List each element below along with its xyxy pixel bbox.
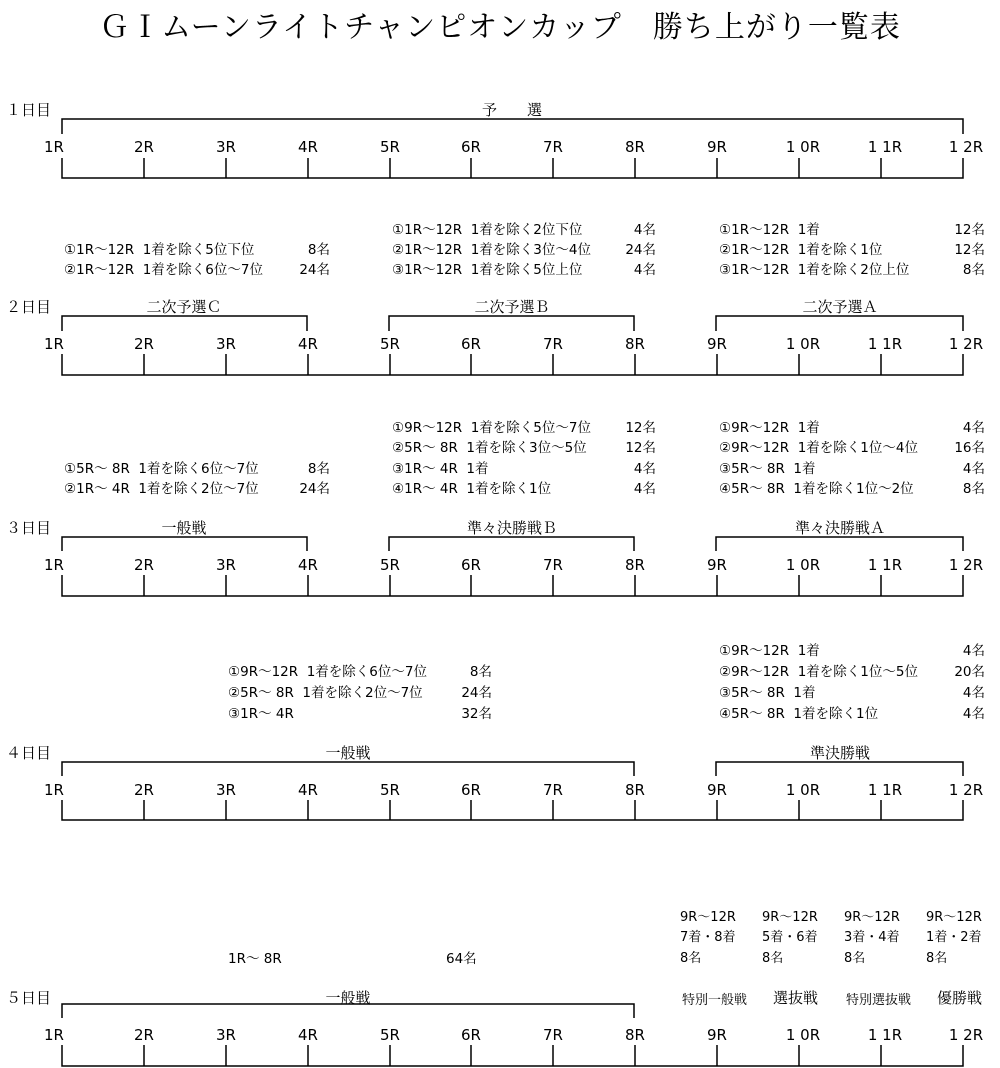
race-label: 1 1R	[867, 335, 903, 353]
race-label: 1 2R	[948, 781, 984, 799]
day2-note-text: ①5R～ 8R 1着を除く6位～7位	[64, 461, 259, 477]
race-label: 5R	[380, 138, 400, 156]
day1-section-yosen: 予 選	[481, 101, 543, 119]
race-label: 1 0R	[785, 1026, 821, 1044]
day3-note-count: 4名	[962, 706, 985, 722]
day3-note-text: ①9R～12R 1着	[719, 643, 820, 659]
race-label: 5R	[380, 335, 400, 353]
day2-section-a: 二次予選Ａ	[802, 298, 878, 316]
race-label: 1 0R	[785, 556, 821, 574]
day2-note-count: 12名	[625, 440, 656, 456]
day1-note-count: 8名	[307, 242, 330, 258]
race-label: 9R	[707, 138, 727, 156]
day1-note-text: ①1R～12R 1着を除く2位下位	[392, 222, 583, 238]
day3-section-bracket-ippan	[62, 537, 307, 551]
day3-section-bracket-b	[389, 537, 634, 551]
day4-section-semi: 準決勝戦	[809, 744, 871, 762]
race-label: 8R	[625, 1026, 645, 1044]
race-label: 6R	[461, 1026, 481, 1044]
race-label: 4R	[298, 781, 318, 799]
race-label: 3R	[216, 335, 236, 353]
day2-note-count: 4名	[633, 461, 656, 477]
day1-label: １日目	[6, 101, 52, 119]
race-label: 2R	[134, 781, 154, 799]
day4-note-range: 9R～12R	[844, 910, 900, 925]
race-label: 9R	[707, 335, 727, 353]
day1-note-count: 4名	[633, 222, 656, 238]
race-label: 9R	[707, 556, 727, 574]
race-label: 5R	[380, 1026, 400, 1044]
day1-note-count: 12名	[954, 222, 985, 238]
race-label: 1 0R	[785, 335, 821, 353]
race-label: 1 0R	[785, 138, 821, 156]
day2-note-count: 12名	[625, 420, 656, 436]
day1-note-text: ③1R～12R 1着を除く2位上位	[719, 262, 910, 278]
day3-note-count: 32名	[461, 706, 492, 722]
race-label: 1 1R	[867, 556, 903, 574]
day5-race-axis	[62, 1045, 963, 1066]
day4-label: ４日目	[6, 744, 52, 762]
day1-ticks	[144, 158, 881, 178]
race-label: 5R	[380, 556, 400, 574]
race-label: 1 1R	[867, 1026, 903, 1044]
day3-note-text: ③1R～ 4R	[228, 706, 294, 722]
race-label: 1R	[44, 335, 64, 353]
day2-note-text: ②9R～12R 1着を除く1位～4位	[719, 440, 918, 456]
day4-note-text: 1R～ 8R	[228, 951, 282, 967]
day2-note-count: 8名	[962, 481, 985, 497]
race-label: 1 2R	[948, 556, 984, 574]
day2-note-count: 4名	[633, 481, 656, 497]
day4-note-place: 1着・2着	[926, 930, 982, 945]
day3-note-text: ④5R～ 8R 1着を除く1位	[719, 706, 879, 722]
race-label: 1 1R	[867, 781, 903, 799]
race-label: 3R	[216, 781, 236, 799]
day2-ticks	[144, 354, 881, 375]
race-label: 2R	[134, 556, 154, 574]
day2-note-count: 4名	[962, 461, 985, 477]
day1-race-axis	[62, 158, 963, 178]
day5-ticks	[144, 1045, 881, 1066]
race-label: 1 1R	[867, 138, 903, 156]
day3-note-text: ③5R～ 8R 1着	[719, 685, 816, 701]
day2-note-text: ①9R～12R 1着	[719, 420, 820, 436]
race-label: 5R	[380, 781, 400, 799]
race-label: 1 0R	[785, 781, 821, 799]
day2-note-count: 24名	[299, 481, 330, 497]
day2-note-text: ④1R～ 4R 1着を除く1位	[392, 481, 552, 497]
day4-section-bracket-semi	[716, 762, 963, 776]
day2-note-count: 16名	[954, 440, 985, 456]
race-label: 1 2R	[948, 138, 984, 156]
race-label: 3R	[216, 1026, 236, 1044]
day1-note-text: ②1R～12R 1着を除く3位～4位	[392, 242, 591, 258]
day3-note-count: 8名	[469, 664, 492, 680]
race-label: 7R	[543, 335, 563, 353]
race-label: 1R	[44, 138, 64, 156]
race-label: 6R	[461, 335, 481, 353]
day2-note-text: ②1R～ 4R 1着を除く2位～7位	[64, 481, 259, 497]
day2-section-bracket-a	[716, 316, 963, 331]
race-label: 7R	[543, 138, 563, 156]
day4-note-count: 8名	[926, 951, 948, 966]
day4-ticks	[144, 800, 881, 820]
day4-note-count: 8名	[680, 951, 702, 966]
race-label: 2R	[134, 1026, 154, 1044]
day2-label: ２日目	[6, 298, 52, 316]
race-label: 9R	[707, 781, 727, 799]
day4-section-ippan: 一般戦	[325, 744, 371, 762]
race-label: 8R	[625, 335, 645, 353]
day5-section-ippan: 一般戦	[325, 989, 371, 1007]
race-label: 7R	[543, 781, 563, 799]
day3-note-text: ①9R～12R 1着を除く6位～7位	[228, 664, 427, 680]
day4-section-bracket-ippan	[62, 762, 634, 776]
race-label: 1R	[44, 781, 64, 799]
race-label: 7R	[543, 556, 563, 574]
day1-note-count: 24名	[625, 242, 656, 258]
day1-note-count: 24名	[299, 262, 330, 278]
day4-note-place: 5着・6着	[762, 930, 818, 945]
day3-label: ３日目	[6, 519, 52, 537]
day2-race-axis	[62, 354, 963, 375]
day5-section-final: 優勝戦	[937, 989, 983, 1007]
race-label: 6R	[461, 138, 481, 156]
day2-note-text: ③5R～ 8R 1着	[719, 461, 816, 477]
day4-note-place: 3着・4着	[844, 930, 900, 945]
day3-note-count: 4名	[962, 643, 985, 659]
day2-note-text: ④5R～ 8R 1着を除く1位～2位	[719, 481, 914, 497]
day1-note-text: ③1R～12R 1着を除く5位上位	[392, 262, 583, 278]
day4-note-count: 8名	[762, 951, 784, 966]
day4-note-range: 9R～12R	[926, 910, 982, 925]
race-label: 3R	[216, 556, 236, 574]
race-label: 1 2R	[948, 335, 984, 353]
day3-note-text: ②9R～12R 1着を除く1位～5位	[719, 664, 918, 680]
day3-section-a: 準々決勝戦Ａ	[794, 519, 886, 537]
race-label: 6R	[461, 556, 481, 574]
race-label: 8R	[625, 781, 645, 799]
day2-note-text: ②5R～ 8R 1着を除く3位～5位	[392, 440, 587, 456]
day1-note-text: ①1R～12R 1着	[719, 222, 820, 238]
day5-section-special-ippan: 特別一般戦	[682, 993, 748, 1008]
race-label: 1R	[44, 1026, 64, 1044]
day1-note-text: ①1R～12R 1着を除く5位下位	[64, 242, 255, 258]
race-label: 8R	[625, 138, 645, 156]
day2-section-bracket-b	[389, 316, 634, 331]
day3-note-count: 24名	[461, 685, 492, 701]
day3-race-axis	[62, 575, 963, 596]
race-label: 3R	[216, 138, 236, 156]
page-title: ＧＩムーンライトチャンピオンカップ 勝ち上がり一覧表	[99, 10, 901, 45]
race-label: 2R	[134, 335, 154, 353]
race-label: 4R	[298, 335, 318, 353]
day2-section-bracket-c	[62, 316, 307, 331]
day2-section-c: 二次予選Ｃ	[146, 298, 222, 316]
day4-note-count: 64名	[446, 951, 477, 967]
day2-section-b: 二次予選Ｂ	[474, 298, 550, 316]
day2-note-count: 4名	[962, 420, 985, 436]
day3-section-bracket-a	[716, 537, 963, 551]
day3-note-count: 4名	[962, 685, 985, 701]
day1-note-count: 4名	[633, 262, 656, 278]
race-label: 4R	[298, 138, 318, 156]
race-label: 1R	[44, 556, 64, 574]
day5-section-special-senbatsu: 特別選抜戦	[846, 993, 912, 1008]
day4-race-axis	[62, 800, 963, 820]
day3-ticks	[144, 575, 881, 596]
day2-note-text: ③1R～ 4R 1着	[392, 461, 489, 477]
day2-note-count: 8名	[307, 461, 330, 477]
day1-note-text: ②1R～12R 1着を除く6位～7位	[64, 262, 263, 278]
day4-note-count: 8名	[844, 951, 866, 966]
race-label: 6R	[461, 781, 481, 799]
day3-section-ippan: 一般戦	[161, 519, 207, 537]
day1-note-count: 12名	[954, 242, 985, 258]
day1-note-count: 8名	[962, 262, 985, 278]
day5-label: ５日目	[6, 989, 52, 1007]
race-label: 8R	[625, 556, 645, 574]
day1-section-bracket	[62, 119, 963, 134]
race-label: 9R	[707, 1026, 727, 1044]
day3-note-count: 20名	[954, 664, 985, 680]
race-label: 4R	[298, 1026, 318, 1044]
race-label: 1 2R	[948, 1026, 984, 1044]
day5-section-senbatsu: 選抜戦	[773, 989, 819, 1007]
day4-note-place: 7着・8着	[680, 930, 736, 945]
day2-note-text: ①9R～12R 1着を除く5位～7位	[392, 420, 591, 436]
day4-note-range: 9R～12R	[680, 910, 736, 925]
day3-section-b: 準々決勝戦Ｂ	[466, 519, 558, 537]
day1-note-text: ②1R～12R 1着を除く1位	[719, 242, 883, 258]
race-label: 7R	[543, 1026, 563, 1044]
race-label: 2R	[134, 138, 154, 156]
day3-note-text: ②5R～ 8R 1着を除く2位～7位	[228, 685, 423, 701]
day4-note-range: 9R～12R	[762, 910, 818, 925]
race-label: 4R	[298, 556, 318, 574]
